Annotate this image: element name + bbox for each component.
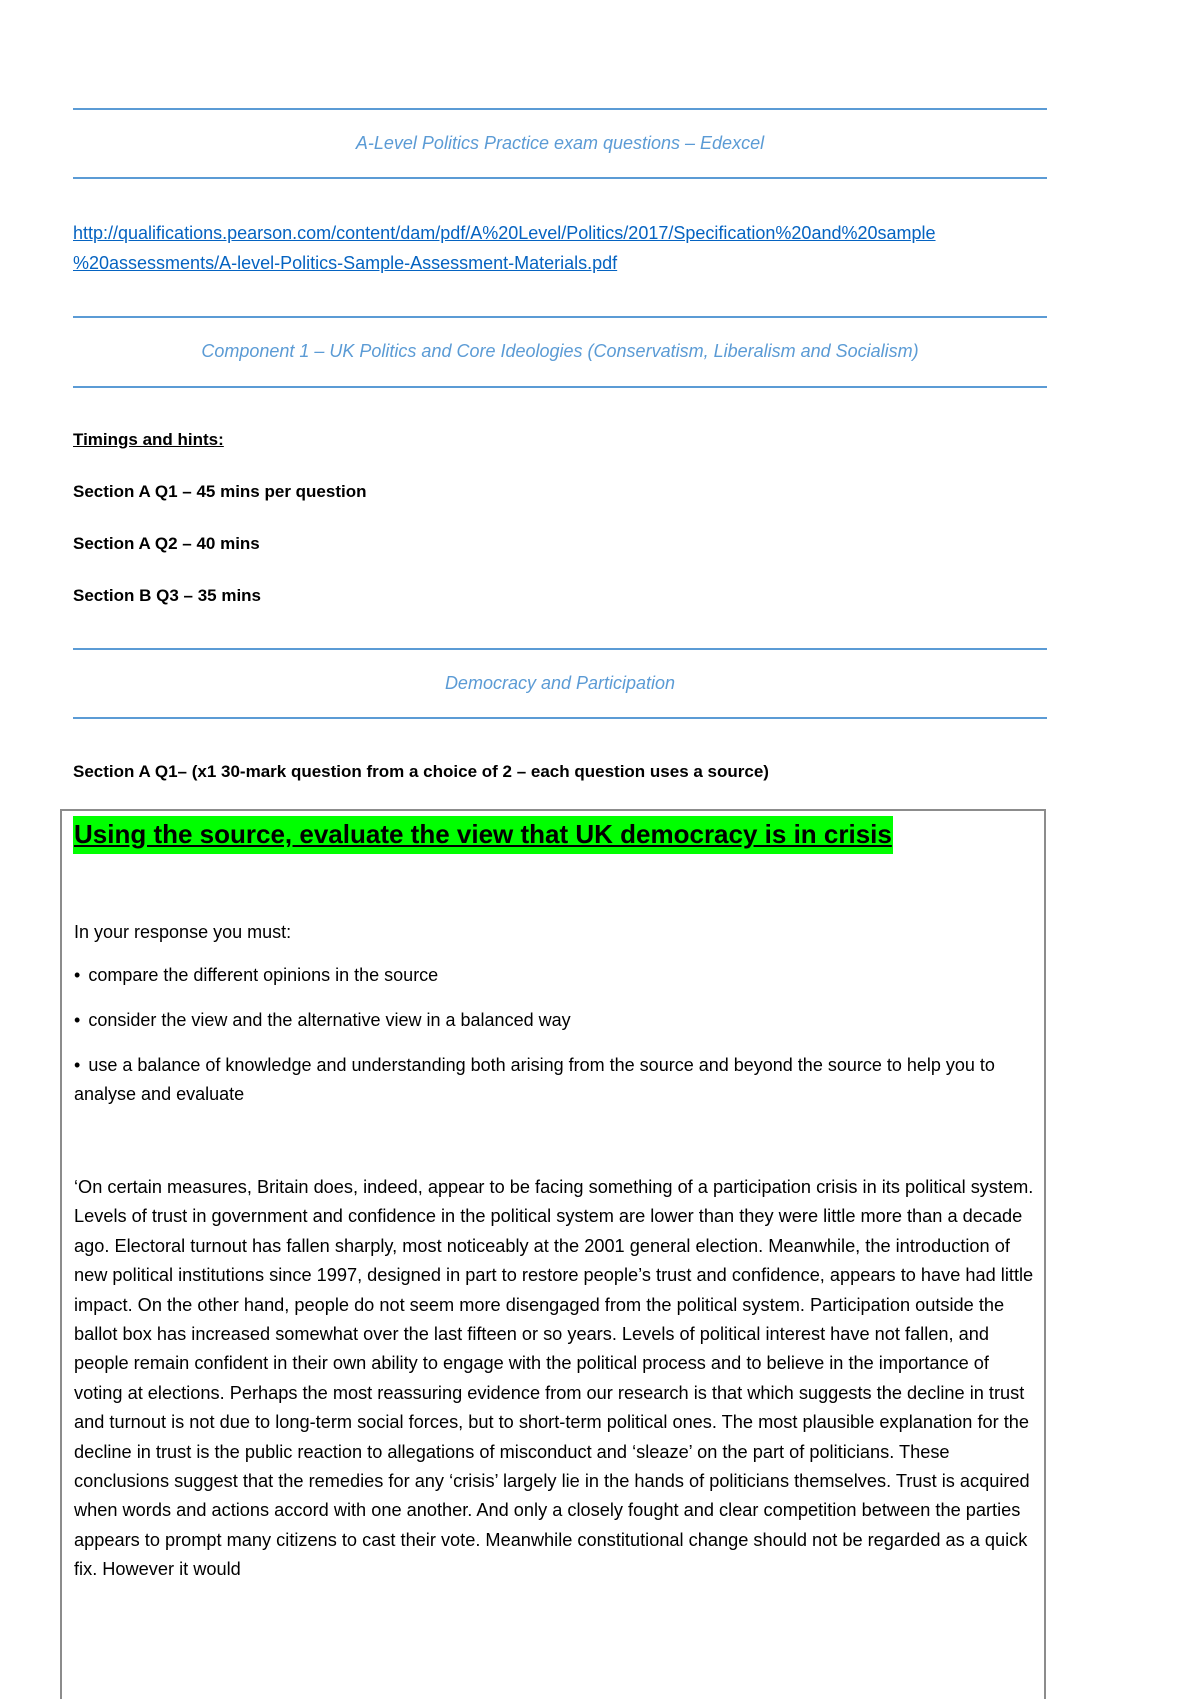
topic-heading: Democracy and Participation bbox=[444, 673, 676, 693]
instruction-text: In your response you must: bbox=[74, 922, 292, 942]
document-title: A-Level Politics Practice exam questions – Edexcel bbox=[355, 133, 765, 153]
specification-link-line-2[interactable]: %20assessments/A-level-Politics-Sample-Assessment-Materials.pdf bbox=[73, 253, 618, 273]
component-bottom-divider bbox=[73, 386, 1047, 388]
section-intro: Section A Q1– (x1 30-mark question from a choice of 2 – each question uses a source) bbox=[73, 762, 769, 781]
topic-top-divider bbox=[73, 648, 1047, 650]
source-extract: ‘On certain measures, Britain does, indeed, appear to be facing something of a participation crisis in its political system. Levels of trust in government and confidence in the political system are lower than they were little more than a decade ago. Electoral turnout has fallen sharply, most noticeably at the 2001 general election. Meanwhile, the introduction of new political institutions since 1997, designed in part to restore people’s trust and confidence, appears to have had little impact. On the other hand, people do not seem more disengaged from the political system. Participation outside the ballot box has increased somewhat over the last fifteen or so years. Levels of political interest have not fallen, and people remain confident in their own ability to engage with the political process and to believe in the importance of voting at elections. Perhaps the most reassuring evidence from our research is that which suggests the decline in trust and turnout is not due to long-term social forces, but to short-term political ones. The most plausible explanation for the decline in trust is the public reaction to allegations of misconduct and ‘sleaze’ on the part of politicians. These conclusions suggest that the remedies for any ‘crisis’ largely lie in the hands of politicians themselves. Trust is acquired when words and actions accord with one another. And only a closely fought and clear competition between the parties appears to prompt many citizens to cast their vote. Meanwhile constitutional change should not be regarded as a quick fix. However it would bbox=[74, 1177, 1034, 1580]
timing-item: Section B Q3 – 35 mins bbox=[73, 586, 262, 605]
question-box bbox=[60, 809, 1046, 1699]
topic-bottom-divider bbox=[73, 717, 1047, 719]
bullet-item: • compare the different opinions in the source bbox=[74, 961, 1029, 990]
component-heading: Component 1 – UK Politics and Core Ideologies (Conservatism, Liberalism and Socialism) bbox=[201, 341, 919, 361]
timings-heading: Timings and hints: bbox=[73, 430, 224, 449]
timing-item: Section A Q2 – 40 mins bbox=[73, 534, 260, 553]
component-top-divider bbox=[73, 316, 1047, 318]
instruction-bullets bbox=[74, 961, 1029, 1125]
bullet-item: • use a balance of knowledge and understanding both arising from the source and beyond the source to help you to analyse and evaluate bbox=[74, 1051, 1029, 1109]
specification-link-line-1[interactable]: http://qualifications.pearson.com/content/dam/pdf/A%20Level/Politics/2017/Specification%20and%20sample bbox=[73, 223, 936, 243]
top-divider bbox=[73, 108, 1047, 110]
timing-item: Section A Q1 – 45 mins per question bbox=[73, 482, 367, 501]
bullet-item: • consider the view and the alternative view in a balanced way bbox=[74, 1006, 1029, 1035]
title-divider bbox=[73, 177, 1047, 179]
question-title: Using the source, evaluate the view that UK democracy is in crisis bbox=[73, 816, 893, 854]
